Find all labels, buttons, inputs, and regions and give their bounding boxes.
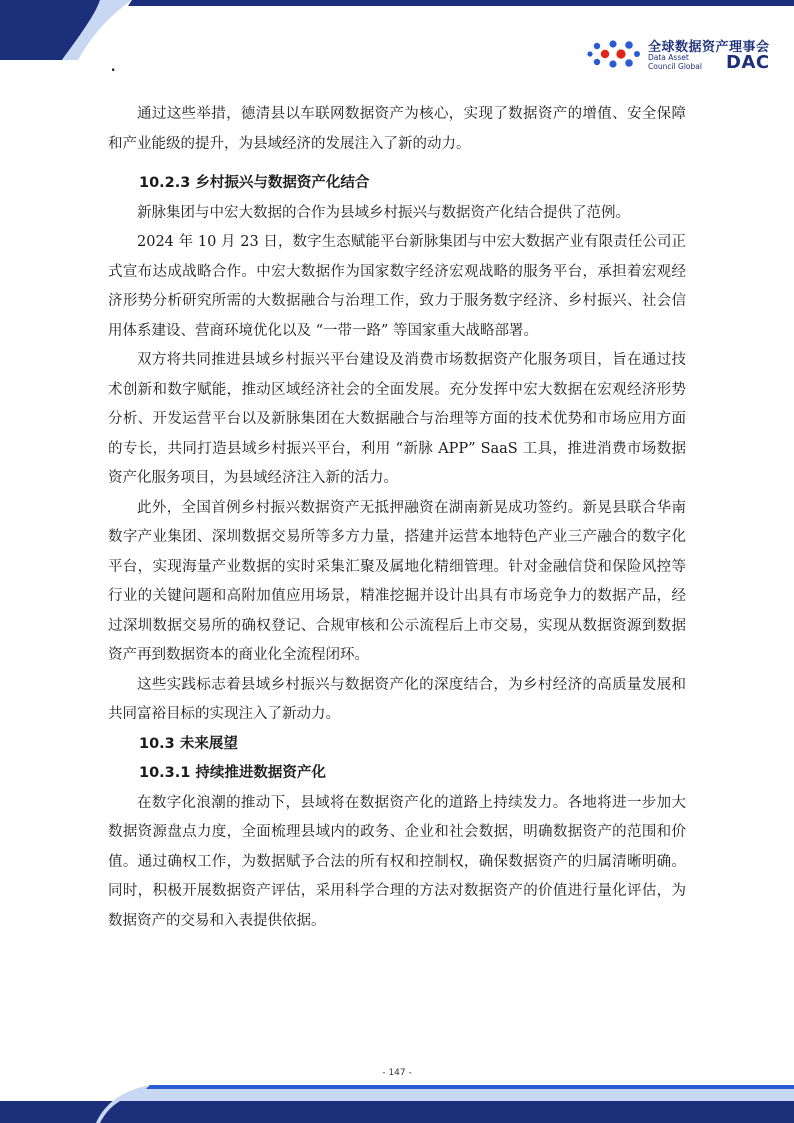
paragraph-7: 在数字化浪潮的推动下，县域将在数据资产化的道路上持续发力。各地将进一步加大数据资源盘点力度，全面梳理县域内的政务、企业和社会数据，明确数据资产的范围和价值。通过确权工作，为数据赋予合法的所有权和控制权，确保数据资产的归属清晰明确。同时，积极开展数据资产评估，采用科学合理的方法对数据资产的价值进行量化评估，为数据资产的交易和入表提供依据。 — [108, 794, 686, 929]
logo-dots-icon — [586, 36, 646, 72]
paragraph-2: 新脉集团与中宏大数据的合作为县域乡村振兴与数据资产化结合提供了范例。 — [137, 204, 630, 221]
logo-chinese-name: 全球数据资产理事会 — [648, 40, 770, 55]
footer-band — [0, 1073, 794, 1123]
section-heading-10-2-3: 10.2.3 乡村振兴与数据资产化结合 — [139, 175, 370, 191]
dac-logo — [586, 36, 776, 76]
paragraph-6: 这些实践标志着县域乡村振兴与数据资产化的深度结合，为乡村经济的高质量发展和共同富裕目标的实现注入了新动力。 — [108, 676, 686, 722]
logo-english-line2: Council Global — [648, 62, 702, 71]
header-mark: . — [110, 52, 117, 76]
logo-english-line1: Data Asset — [648, 53, 689, 62]
logo-abbreviation: DAC — [726, 52, 770, 73]
section-heading-10-3: 10.3 未来展望 — [139, 735, 238, 752]
paragraph-3: 2024 年 10 月 23 日，数字生态赋能平台新脉集团与中宏大数据产业有限责任公司正式宣布达成战略合作。中宏大数据作为国家数字经济宏观战略的服务平台，承担着宏观经济形势分析研究所需的大数据融合与治理工作，致力于服务数字经济、乡村振兴、社会信用体系建设、营商环境优化以及 “一带一路” 等国家重大战略部署。 — [108, 234, 686, 339]
document-body — [108, 100, 686, 936]
paragraph-5: 此外，全国首例乡村振兴数据资产无抵押融资在湖南新晃成功签约。新晃县联合华南数字产业集团、深圳数据交易所等多方力量，搭建并运营本地特色产业三产融合的数字化平台，实现海量产业数据的实时采集汇聚及属地化精细管理。针对金融信贷和保险风控等行业的关键问题和高附加值应用场景，精准挖掘并设计出具有市场竞争力的数据产品，经过深圳数据交易所的确权登记、合规审核和公示流程后上市交易，实现从数据资源到数据资产再到数据资本的商业化全流程闭环。 — [108, 499, 686, 663]
paragraph-1: 通过这些举措，德清县以车联网数据资产为核心，实现了数据资产的增值、安全保障和产业能级的提升，为县域经济的发展注入了新的动力。 — [108, 106, 686, 152]
logo-english-name — [648, 53, 702, 71]
section-heading-10-3-1: 10.3.1 持续推进数据资产化 — [139, 765, 326, 781]
paragraph-4: 双方将共同推进县域乡村振兴平台建设及消费市场数据资产化服务项目，旨在通过技术创新和数字赋能，推动区域经济社会的全面发展。充分发挥中宏大数据在宏观经济形势分析、开发运营平台以及新脉集团在大数据融合与治理等方面的技术优势和市场应用方面的专长，共同打造县域乡村振兴平台，利用 “新脉 APP” SaaS 工具，推进消费市场数据资产化服务项目，为县域经济注入新的活力。 — [108, 352, 686, 486]
page-number: - 147 - — [382, 1068, 412, 1078]
